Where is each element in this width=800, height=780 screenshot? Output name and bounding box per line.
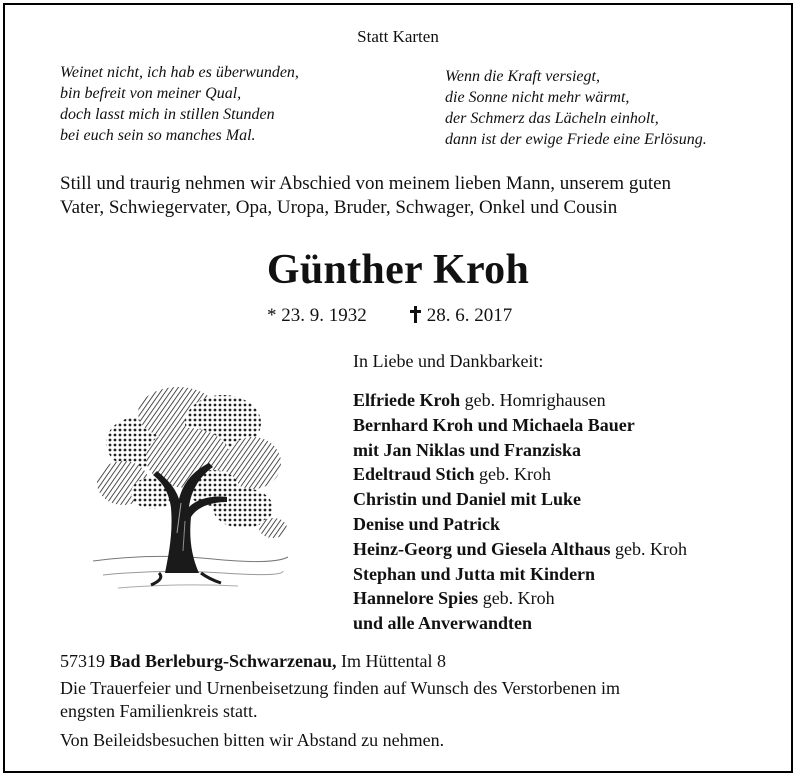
poem-line: der Schmerz das Lächeln einholt, xyxy=(445,110,659,127)
ceremony-info xyxy=(60,677,620,723)
death-date-group xyxy=(409,305,513,326)
family-member: Elfriede Kroh geb. Homrighausen xyxy=(353,390,606,410)
family-member: Heinz-Georg und Giesela Althaus geb. Kroh xyxy=(353,538,687,559)
info-line: Die Trauerfeier und Urnenbeisetzung finden auf Wunsch des Verstorbenen im xyxy=(60,678,620,698)
address-line xyxy=(60,651,446,672)
city: Bad Berleburg-Schwarzenau, xyxy=(109,651,337,671)
poem-line: die Sonne nicht mehr wärmt, xyxy=(445,89,630,106)
family-member: und alle Anverwandten xyxy=(353,613,533,634)
family-member: Stephan und Jutta mit Kindern xyxy=(353,563,596,584)
info-line: engsten Familienkreis statt. xyxy=(60,701,258,721)
intro-line: Still und traurig nehmen wir Abschied von meinem lieben Mann, unserem guten xyxy=(60,173,672,194)
poem-line: doch lasst mich in stillen Stunden xyxy=(60,106,275,123)
obituary-notice xyxy=(3,3,793,773)
poem-line: dann ist der ewige Friede eine Erlösung. xyxy=(445,131,707,148)
family-list xyxy=(353,388,687,636)
family-member: Hannelore Spies geb. Kroh xyxy=(353,588,555,609)
death-date: 28. 6. 2017 xyxy=(426,305,513,326)
life-dates xyxy=(267,305,512,327)
poem-line: Weinet nicht, ich hab es überwunden, xyxy=(60,64,299,81)
street: Im Hüttental 8 xyxy=(336,651,446,671)
family-member: Christin und Daniel mit Luke xyxy=(353,489,582,510)
family-member: Edeltraud Stich geb. Kroh xyxy=(353,464,552,485)
visit-note: Von Beileidsbesuchen bitten wir Abstand zu nehmen. xyxy=(60,730,445,750)
family-member: Denise und Patrick xyxy=(353,513,501,534)
intro-line: Vater, Schwiegervater, Opa, Uropa, Bruder, Schwager, Onkel und Cousin xyxy=(60,197,618,218)
birth-date: * 23. 9. 1932 xyxy=(267,305,367,326)
family-member: Bernhard Kroh und Michaela Bauer xyxy=(353,414,635,435)
cross-icon xyxy=(409,306,422,323)
family-member: mit Jan Niklas und Franziska xyxy=(353,439,582,460)
poem-line: Wenn die Kraft versiegt, xyxy=(445,68,600,85)
poem-line: bin befreit von meiner Qual, xyxy=(60,85,242,102)
poem-right xyxy=(445,66,707,150)
poem-line: bei euch sein so manches Mal. xyxy=(60,127,256,144)
gratitude-line: In Liebe und Dankbarkeit: xyxy=(353,351,544,371)
deceased-name: Günther Kroh xyxy=(266,247,530,293)
intro-text xyxy=(60,172,671,220)
poem-left xyxy=(60,62,299,146)
zip-code: 57319 xyxy=(60,651,110,671)
tree-icon xyxy=(93,383,288,598)
notice-header: Statt Karten xyxy=(357,27,439,46)
